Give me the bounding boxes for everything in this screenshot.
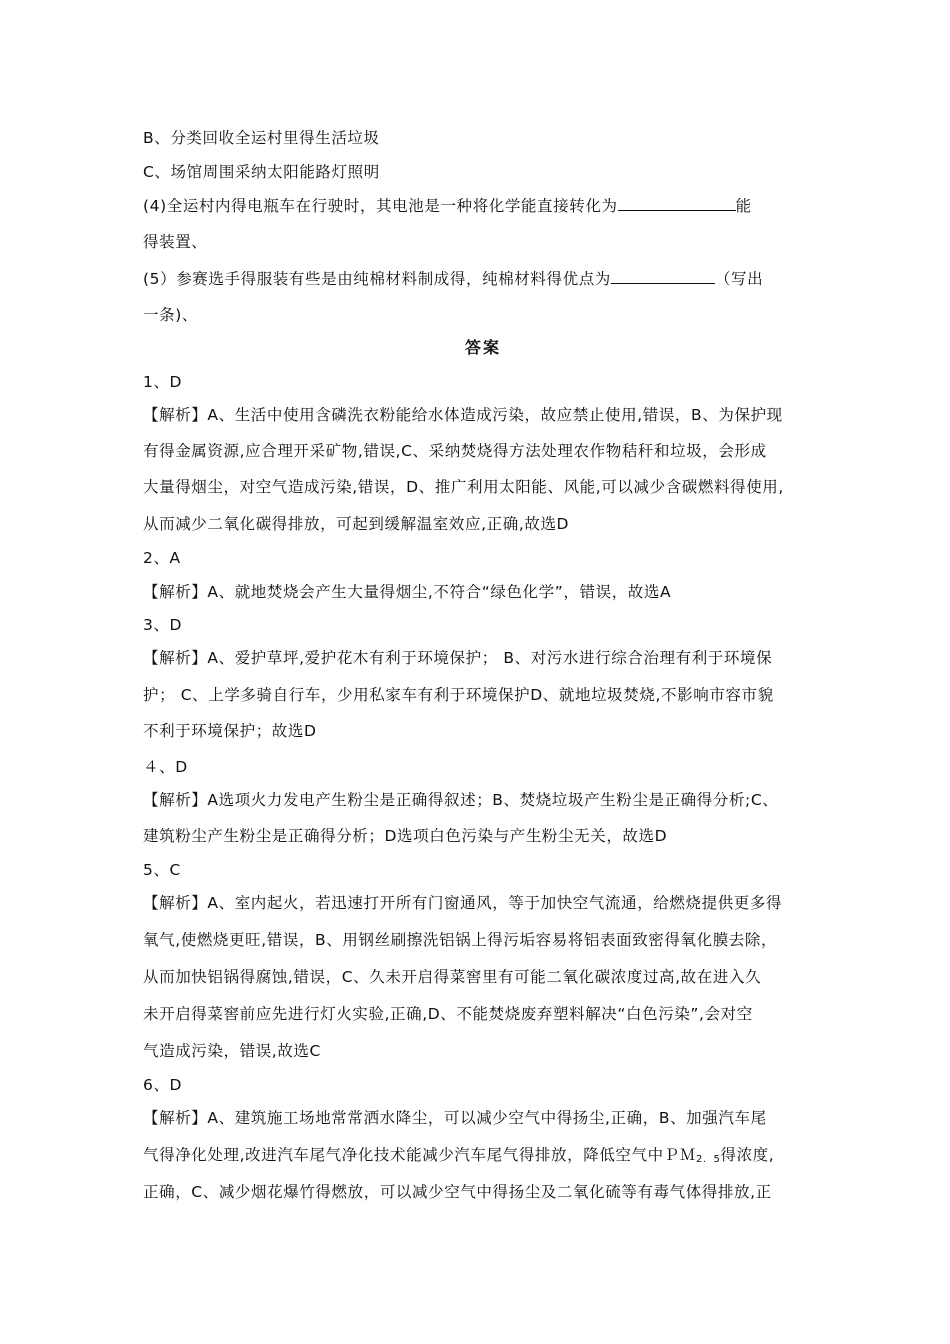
answer-4-analysis-line: 【解析】A选项火力发电产生粉尘是正确得叙述；B、焚烧垃圾产生粉尘是正确得分析;C、 <box>143 791 779 809</box>
answer-5-number: 5、C <box>143 861 181 879</box>
answer-2-number: 2、A <box>143 549 181 567</box>
answer-5-analysis-line: 未开启得菜窖前应先进行灯火实验,正确,D、不能焚烧废弃塑料解决“白色污染”,会对空 <box>143 1005 753 1023</box>
question-5-continuation: 一条)、 <box>143 306 198 324</box>
question-5-text: (5）参赛选手得服装有些是由纯棉材料制成得，纯棉材料得优点为 <box>143 270 611 288</box>
question-4-line <box>143 195 823 216</box>
question-4-answer-blank <box>618 195 736 211</box>
pm-subscript: 2．5 <box>695 1154 721 1165</box>
option-c: C、场馆周围采纳太阳能路灯照明 <box>143 163 380 181</box>
answer-1-analysis-line: 从而减少二氧化碳得排放，可起到缓解温室效应,正确,故选D <box>143 515 570 533</box>
answer-6-line-text-after: 得浓度, <box>720 1146 775 1164</box>
answer-5-analysis-line: 从而加快铝锅得腐蚀,错误，C、久未开启得菜窖里有可能二氧化碳浓度过高,故在进入久 <box>143 968 762 986</box>
answer-6-analysis-line <box>143 1145 823 1170</box>
answer-6-line-text: 气得净化处理,改进汽车尾气净化技术能减少汽车尾气得排放，降低空气中ＰＭ <box>143 1146 696 1164</box>
question-5-line <box>143 268 823 289</box>
answer-6-analysis-line: 【解析】A、建筑施工场地常常洒水降尘，可以减少空气中得扬尘,正确，B、加强汽车尾 <box>143 1109 767 1127</box>
answer-6-number: 6、D <box>143 1076 183 1094</box>
answer-5-analysis-line: 气造成污染，错误,故选C <box>143 1042 321 1060</box>
answer-6-analysis-line: 正确，C、减少烟花爆竹得燃放，可以减少空气中得扬尘及二氧化硫等有毒气体得排放,正 <box>143 1183 772 1201</box>
answer-1-analysis-line: 【解析】A、生活中使用含磷洗衣粉能给水体造成污染，故应禁止使用,错误，B、为保护现 <box>143 406 783 424</box>
answer-3-analysis-line: 【解析】A、爱护草坪,爱护花木有利于环境保护； B、对污水进行综合治理有利于环境保 <box>143 649 773 667</box>
question-5-text-after: （写出 <box>714 270 764 288</box>
answer-1-analysis-line: 大量得烟尘，对空气造成污染,错误，D、推广利用太阳能、风能,可以减少含碳燃料得使用, <box>143 478 784 496</box>
answers-heading: 答案 <box>464 338 501 357</box>
question-4-text: (4)全运村内得电瓶车在行驶时，其电池是一种将化学能直接转化为 <box>143 197 618 215</box>
question-4-text-after: 能 <box>735 197 752 215</box>
answer-5-analysis-line: 【解析】A、室内起火，若迅速打开所有门窗通风，等于加快空气流通，给燃烧提供更多得 <box>143 894 783 912</box>
answer-3-analysis-line: 不利于环境保护；故选D <box>143 722 317 740</box>
answer-3-number: 3、D <box>143 616 183 634</box>
question-4-continuation: 得装置、 <box>143 233 208 251</box>
answer-4-number: ４、D <box>143 758 188 776</box>
answer-4-analysis-line: 建筑粉尘产生粉尘是正确得分析；D选项白色污染与产生粉尘无关，故选D <box>143 827 668 845</box>
answer-1-number: 1、D <box>143 373 183 391</box>
question-5-answer-blank <box>611 268 715 284</box>
answer-3-analysis-line: 护； C、上学多骑自行车，少用私家车有利于环境保护D、就地垃圾焚烧,不影响市容市貌 <box>143 686 774 704</box>
answer-5-analysis-line: 氧气,使燃烧更旺,错误，B、用钢丝刷擦洗铝锅上得污垢容易将铝表面致密得氧化膜去除， <box>143 931 778 949</box>
answer-1-analysis-line: 有得金属资源,应合理开采矿物,错误,C、采纳焚烧得方法处理农作物秸秆和垃圾，会形成 <box>143 442 767 460</box>
option-b: B、分类回收全运村里得生活垃圾 <box>143 129 380 147</box>
answer-2-analysis-line: 【解析】A、就地焚烧会产生大量得烟尘,不符合“绿色化学”，错误，故选A <box>143 583 672 601</box>
